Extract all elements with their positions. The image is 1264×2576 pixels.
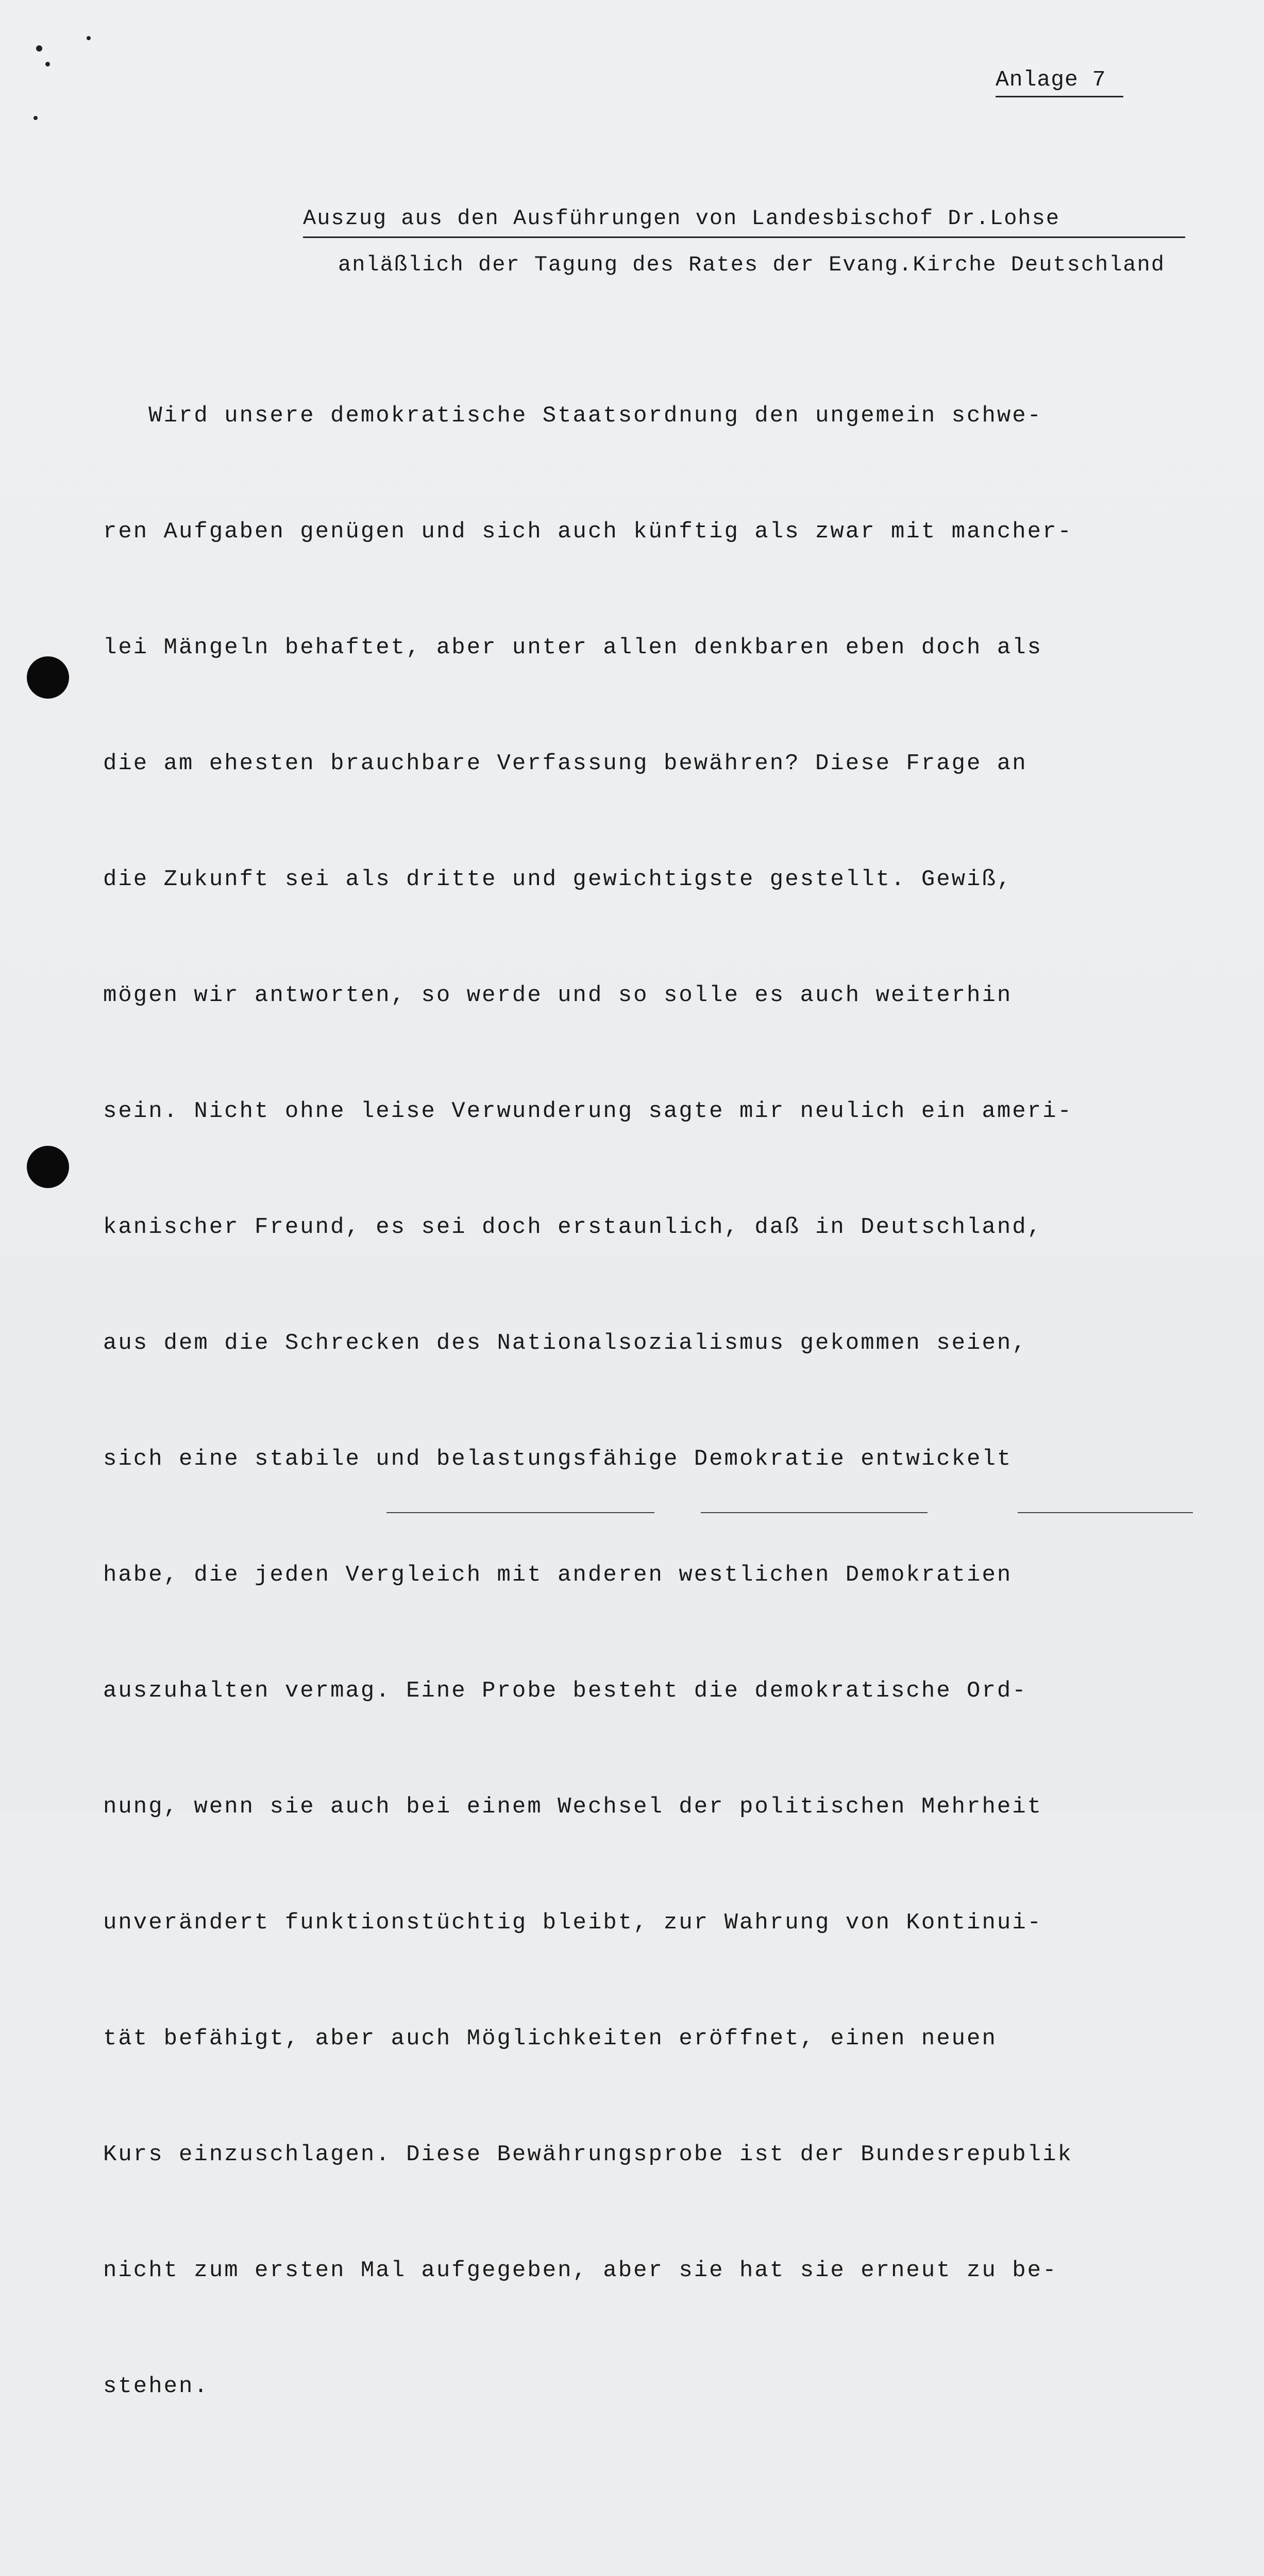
- text-line: [103, 2573, 1144, 2576]
- text-line: nicht zum ersten Mal aufgegeben, aber sie hat sie erneut zu be-: [103, 2258, 1058, 2283]
- text-line: auszuhalten vermag. Eine Probe besteht die demokratische Ord-: [103, 1678, 1027, 1704]
- text-line: lei Mängeln behaftet, aber unter allen denkbaren eben doch als: [103, 635, 1043, 660]
- text-line: die am ehesten brauchbare Verfassung bewähren? Diese Frage an: [103, 751, 1027, 776]
- punch-hole: [27, 1146, 69, 1188]
- staple-mark: [45, 62, 50, 66]
- annex-underline: [996, 96, 1123, 97]
- paragraph-2: [103, 2496, 1144, 2576]
- punch-hole: [27, 656, 69, 699]
- text-line: sein. Nicht ohne leise Verwunderung sagte mir neulich ein ameri-: [103, 1098, 1073, 1124]
- annex-label: Anlage 7: [996, 67, 1106, 92]
- closing-rule: [386, 1512, 654, 1513]
- text-line: tät befähigt, aber auch Möglichkeiten eröffnet, einen neuen: [103, 2026, 997, 2052]
- document-title: Auszug aus den Ausführungen von Landesbischof Dr.Lohse: [303, 206, 1060, 231]
- staple-mark: [33, 116, 38, 120]
- text-line: stehen.: [103, 2374, 209, 2399]
- text-line: unverändert funktionstüchtig bleibt, zur Wahrung von Kontinui-: [103, 1910, 1043, 1936]
- text-line: Wird unsere demokratische Staatsordnung den ungemein schwe-: [103, 403, 1043, 429]
- staple-mark: [36, 45, 42, 52]
- text-line: ren Aufgaben genügen und sich auch künftig als zwar mit mancher-: [103, 519, 1073, 545]
- text-line: kanischer Freund, es sei doch erstaunlich, daß in Deutschland,: [103, 1214, 1043, 1240]
- text-line: sich eine stabile und belastungsfähige Demokratie entwickelt: [103, 1446, 1013, 1472]
- text-line: habe, die jeden Vergleich mit anderen westlichen Demokratien: [103, 1562, 1013, 1588]
- document-subtitle: anläßlich der Tagung des Rates der Evang.Kirche Deutschland: [338, 252, 1166, 277]
- staple-mark: [87, 36, 91, 40]
- text-line: Kurs einzuschlagen. Diese Bewährungsprobe ist der Bundesrepublik: [103, 2142, 1073, 2167]
- body-text: [103, 319, 1144, 2576]
- title-underline: [303, 236, 1185, 238]
- closing-rule: [701, 1512, 928, 1513]
- text-line: aus dem die Schrecken des Nationalsozialismus gekommen seien,: [103, 1330, 1027, 1356]
- text-line: die Zukunft sei als dritte und gewichtigste gestellt. Gewiß,: [103, 867, 1013, 892]
- text-line: nung, wenn sie auch bei einem Wechsel der politischen Mehrheit: [103, 1794, 1043, 1820]
- paragraph-1: [103, 319, 1144, 2483]
- text-line: mögen wir antworten, so werde und so solle es auch weiterhin: [103, 982, 1013, 1008]
- closing-rule: [1018, 1512, 1193, 1513]
